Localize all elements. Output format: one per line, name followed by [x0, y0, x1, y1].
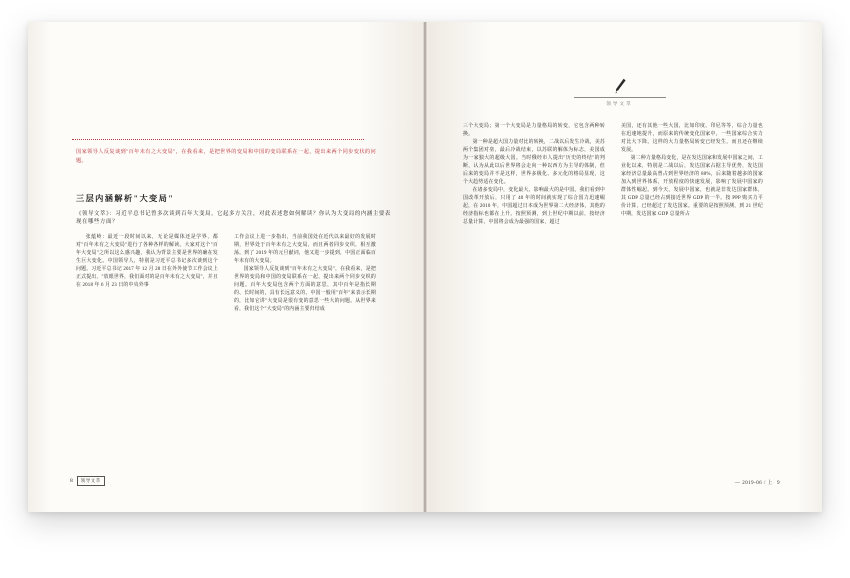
right-page-columns — [463, 123, 763, 227]
left-page-number: 8 — [70, 478, 73, 484]
page-header-ornament — [550, 78, 690, 107]
issue-label: — 2019-06 / 上 — [734, 480, 773, 486]
left-folio — [70, 476, 105, 486]
book-spread — [28, 22, 822, 512]
paragraph: 在诸多变局中，变化最大、影响最大的是中国。我们看到中国改革开放后，只用了 40 年的时间就实现了综合国力迅速崛起，在 2010 年，中国超过日本成为世界第二大经济体，其他的经济指标也都在上升。按照预测，到上世纪中期以前，按经济总量计算，中国将会成为最强的国家，超过 — [463, 188, 605, 225]
right-column-1 — [463, 123, 605, 227]
left-page-columns — [76, 234, 376, 314]
right-page-number: 9 — [777, 479, 780, 486]
paragraph: 第一种是超大国力量对比的转换，二战以后发生冷战，美苏两个集团对垒，最后冷战结束，以苏联的解体为标志，美国成为一家独大的超级大国。当时俄经市人提出"历史的终结"的判断，认为从此以后世界将会走向一种以西方为主导的体制，但后来的变局并不是这样，世界多极化、多元化的格局显现，这个大趋势适在变化。 — [463, 140, 605, 185]
right-column-2 — [621, 123, 763, 227]
paragraph: 第二种力量格局变化，是在发达国家和发展中国家之间，工业化以来，特别是二战以后，发达国家占据主导优势，发达国家经济总量最高曾占到世界经济的 80%，后来随着越多的国家加入到世界体系，开放程度的快速发展，影响了发展中国家的群体性崛起。到今天，发展中国家，也就是非发达国家群体，其 GDP 总量已经占到接近世界 GDP 的一半。按 PPP 购买力平价计算，已经超过了发达国家。重要的是按照预测，到 21 世纪中期，发达国家 GDP 总量所占 — [621, 156, 763, 217]
left-page — [28, 22, 425, 512]
magazine-mark: 领导文萃 — [77, 476, 105, 486]
header-divider — [574, 97, 666, 98]
paragraph: 美国，还有其他一些大国，比如印度、印尼等等，综合力量也在迅速地提升，而原来的传统变化国家中，一些国家综合实力对比大下降。这样的大力量格局转变已经发生，而且还在继续发展。 — [621, 124, 763, 153]
lead-paragraph-block — [76, 148, 376, 167]
article-byline: 《领导文萃》：习近平总书记曾多次谈到百年大变局，它起多方关注，对此表述您如何解读？你认为大变局的内涵主要表现在哪些方面？ — [76, 210, 391, 225]
paragraph: 三个大变局；第一个大变局是力量格局的转变，它包含两种转换。 — [463, 124, 605, 137]
header-label: 领导文萃 — [606, 101, 633, 106]
pen-icon — [613, 78, 627, 94]
left-column-1 — [76, 234, 218, 314]
right-page — [425, 22, 822, 512]
right-folio — [735, 479, 780, 486]
left-column-2 — [234, 234, 376, 314]
article-title: 三层内涵解析"大变局" — [76, 193, 175, 203]
lead-divider — [72, 139, 364, 140]
paragraph: 张蕴岭：最近一段时间以来，无论是媒体还是学界，都对"百年未有之大变局"进行了各种各样的解读。大家对这个"百年大变局"之所以这么感兴趣，我认为背景主要是世界的确在发生巨大变化。中国领导人，特别是习近平总书记多次谈到这个问题。习近平总书记 2017 年 12 月 28 日在外外使节工作会议上正式提出，"放眼世界，我们面对的是百年未有之大变局"，并且在 2018 年 6 月 23 日的中央外事 — [76, 234, 218, 288]
lead-paragraph-text: 国家领导人反复谈到"百年未有之大变局"，在我看来，是把世界的变局和中国的变局联系在一起，提出来两个同步变状的问题。 — [76, 149, 376, 165]
paragraph: 工作会议上进一步指出，当前我国处在近代以来最好的发展时期，世界处于百年未有之大变局，而且两者同步交织，相互激荡。到了 2019 年的元旦献词，他又进一步提到，中国正面临百年未有的大变局。 — [234, 234, 376, 264]
paragraph: 国家领导人反复谈到"百年未有之大变局"，在我看来，是把世界的变局和中国的变局联系在一起，提出来两个同步交织的问题。百年大变局包含两个方面的意思，其中百年是指长期的、长时间的，具有长远意义的，中国一般用"百年"来表示长期的，比如它讲"大变局是很有变的意思一些大的问题。从世界来看，我们这个"大变局"的内涵主要归结成 — [234, 266, 376, 312]
